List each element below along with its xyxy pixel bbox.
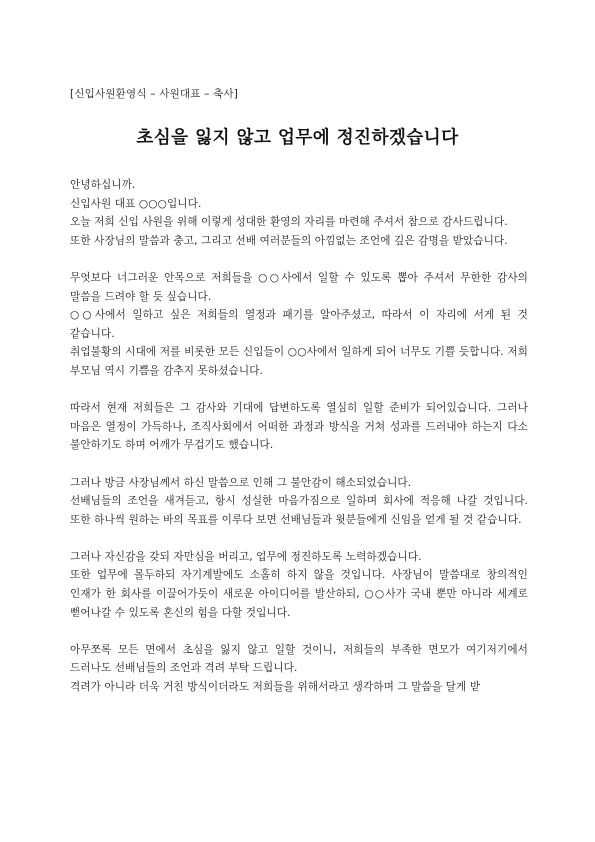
paragraph: 또한 사장님의 말씀과 충고, 그리고 선배 여러분들의 아낌없는 조언에 깊은 감명을 받았습니다.: [70, 234, 508, 247]
paragraph: 신입사원 대표 ○○○입니다.: [70, 197, 202, 210]
paragraph: 또한 업무에 몰두하되 자기계발에도 소홀히 하지 않을 것입니다. 사장님이 말씀대로 창의적인 인재가 한 회사를 이끌어가듯이 새로운 아이디어를 발산하되, ○○사가 국내 뿐만 아니라 세계로 뻗어나갈 수 있도록 혼신의 힘을 다할 것입니다.: [70, 569, 528, 619]
paragraph-gap: [70, 250, 528, 269]
paragraph: 선배님들의 조언을 새겨듣고, 항시 성실한 마음가짐으로 일하며 회사에 적응해 나갈 것입니다. 또한 하나씩 원하는 바의 목표를 이루다 보면 선배님들과 윗분들에게 신임을 얻게 될 것 같습니다.: [70, 495, 528, 526]
paragraph: 안녕하십니까.: [70, 179, 136, 191]
paragraph: 그러나 방금 사장님께서 하신 말씀으로 인해 그 불안감이 해소되었습니다.: [70, 476, 412, 489]
body-text: [70, 176, 528, 697]
paragraph-gap: [70, 529, 528, 548]
paragraph: 오늘 저희 신입 사원을 위해 이렇게 성대한 환영의 자리를 마련해 주셔서 참으로 감사드립니다.: [70, 216, 508, 229]
paragraph: 아무쪼록 모든 면에서 초심을 잃지 않고 일할 것이니, 저희들의 부족한 면모가 여기저기에서 드러나도 선배님들의 조언과 격려 부탁 드립니다.: [70, 643, 528, 675]
page-title: 초심을 잃지 않고 업무에 정진하겠습니다: [136, 128, 459, 148]
paragraph-gap: [70, 381, 528, 400]
paragraph: ○○사에서 일하고 싶은 저희들의 열정과 패기를 알아주셨고, 따라서 이 자리에 서게 된 것 같습니다.: [70, 309, 528, 340]
paragraph-gap: [70, 455, 528, 474]
header-tag: [신입사원환영식 – 사원대표 – 축사]: [70, 88, 239, 100]
paragraph: 그러나 자신감을 갖되 자만심을 버리고, 업무에 정진하도록 노력하겠습니다.: [70, 550, 422, 563]
paragraph: 취업불황의 시대에 저를 비롯한 모든 신입들이 ○○사에서 일하게 되어 너무도 기쁠 듯합니다. 저희 부모님 역시 기쁨을 감추지 못하셨습니다.: [70, 346, 528, 377]
paragraph: 따라서 현재 저희들은 그 감사와 기대에 답변하도록 열심히 일할 준비가 되어있습니다. 그러나 마음은 열정이 가득하나, 조직사회에서 어떠한 과정과 방식을 거쳐 성과를 드러내야 하는지 다소 불안하기도 하며 어깨가 무겁기도 했습니다.: [70, 402, 528, 452]
paragraph: 격려가 아니라 더욱 거친 방식이더라도 저희들을 위해서라고 생각하며 그 말씀을 달게 받: [70, 681, 481, 694]
paragraph-gap: [70, 622, 528, 641]
paragraph: 무엇보다 너그러운 안목으로 저희들을 ○○사에서 일할 수 있도록 뽑아 주셔서 무한한 감사의 말씀을 드려야 할 듯 싶습니다.: [70, 271, 528, 303]
